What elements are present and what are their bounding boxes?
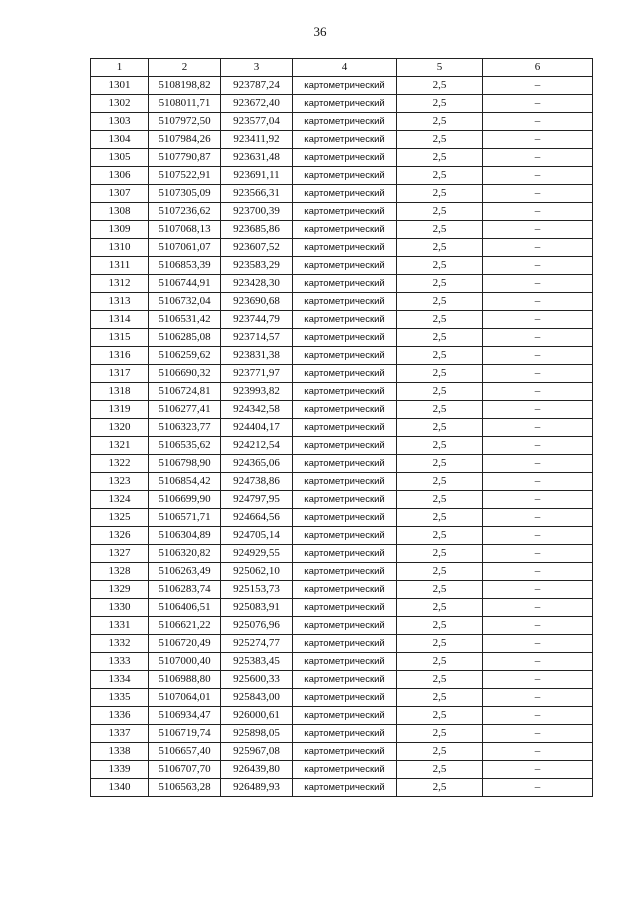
point-number-cell: 1326 [91,527,149,545]
method-cell: картометрический [293,437,397,455]
note-cell: – [483,743,593,761]
table-row [91,743,593,761]
method-cell: картометрический [293,635,397,653]
x-coordinate-cell: 5106571,71 [149,509,221,527]
method-cell: картометрический [293,113,397,131]
column-header: 1 [91,59,149,77]
method-cell: картометрический [293,671,397,689]
accuracy-cell: 2,5 [397,509,483,527]
point-number-cell: 1340 [91,779,149,797]
point-number-cell: 1338 [91,743,149,761]
y-coordinate-cell: 923577,04 [221,113,293,131]
x-coordinate-cell: 5106853,39 [149,257,221,275]
y-coordinate-cell: 925153,73 [221,581,293,599]
point-number-cell: 1316 [91,347,149,365]
accuracy-cell: 2,5 [397,779,483,797]
x-coordinate-cell: 5107305,09 [149,185,221,203]
x-coordinate-cell: 5107061,07 [149,239,221,257]
method-cell: картометрический [293,545,397,563]
x-coordinate-cell: 5106690,32 [149,365,221,383]
method-cell: картометрический [293,347,397,365]
y-coordinate-cell: 923631,48 [221,149,293,167]
note-cell: – [483,563,593,581]
accuracy-cell: 2,5 [397,527,483,545]
method-cell: картометрический [293,95,397,113]
method-cell: картометрический [293,725,397,743]
table-row [91,365,593,383]
x-coordinate-cell: 5106720,49 [149,635,221,653]
table-row [91,185,593,203]
note-cell: – [483,167,593,185]
point-number-cell: 1312 [91,275,149,293]
point-number-cell: 1330 [91,599,149,617]
x-coordinate-cell: 5107522,91 [149,167,221,185]
table-row [91,383,593,401]
table-row [91,581,593,599]
note-cell: – [483,113,593,131]
y-coordinate-cell: 923428,30 [221,275,293,293]
note-cell: – [483,473,593,491]
table-row [91,437,593,455]
x-coordinate-cell: 5106283,74 [149,581,221,599]
method-cell: картометрический [293,77,397,95]
table-row [91,131,593,149]
table-row [91,167,593,185]
y-coordinate-cell: 923714,57 [221,329,293,347]
x-coordinate-cell: 5106988,80 [149,671,221,689]
point-number-cell: 1323 [91,473,149,491]
accuracy-cell: 2,5 [397,599,483,617]
coordinates-table [90,58,593,797]
x-coordinate-cell: 5106744,91 [149,275,221,293]
table-row [91,761,593,779]
note-cell: – [483,437,593,455]
x-coordinate-cell: 5106259,62 [149,347,221,365]
point-number-cell: 1332 [91,635,149,653]
point-number-cell: 1314 [91,311,149,329]
note-cell: – [483,545,593,563]
point-number-cell: 1301 [91,77,149,95]
point-number-cell: 1307 [91,185,149,203]
y-coordinate-cell: 923672,40 [221,95,293,113]
table-row [91,311,593,329]
point-number-cell: 1317 [91,365,149,383]
table-row [91,347,593,365]
note-cell: – [483,671,593,689]
point-number-cell: 1320 [91,419,149,437]
column-header: 3 [221,59,293,77]
x-coordinate-cell: 5107000,40 [149,653,221,671]
method-cell: картометрический [293,599,397,617]
accuracy-cell: 2,5 [397,707,483,725]
point-number-cell: 1311 [91,257,149,275]
accuracy-cell: 2,5 [397,203,483,221]
table-row [91,545,593,563]
x-coordinate-cell: 5106263,49 [149,563,221,581]
y-coordinate-cell: 923831,38 [221,347,293,365]
y-coordinate-cell: 926000,61 [221,707,293,725]
table-row [91,455,593,473]
note-cell: – [483,329,593,347]
y-coordinate-cell: 925062,10 [221,563,293,581]
x-coordinate-cell: 5106724,81 [149,383,221,401]
accuracy-cell: 2,5 [397,221,483,239]
accuracy-cell: 2,5 [397,455,483,473]
accuracy-cell: 2,5 [397,671,483,689]
point-number-cell: 1333 [91,653,149,671]
note-cell: – [483,617,593,635]
y-coordinate-cell: 926489,93 [221,779,293,797]
method-cell: картометрический [293,455,397,473]
note-cell: – [483,653,593,671]
y-coordinate-cell: 924404,17 [221,419,293,437]
y-coordinate-cell: 923993,82 [221,383,293,401]
y-coordinate-cell: 924212,54 [221,437,293,455]
y-coordinate-cell: 924664,56 [221,509,293,527]
method-cell: картометрический [293,383,397,401]
table-row [91,257,593,275]
point-number-cell: 1328 [91,563,149,581]
table-row [91,419,593,437]
method-cell: картометрический [293,167,397,185]
x-coordinate-cell: 5106732,04 [149,293,221,311]
method-cell: картометрический [293,653,397,671]
y-coordinate-cell: 924705,14 [221,527,293,545]
x-coordinate-cell: 5106699,90 [149,491,221,509]
accuracy-cell: 2,5 [397,635,483,653]
point-number-cell: 1319 [91,401,149,419]
table-row [91,635,593,653]
accuracy-cell: 2,5 [397,185,483,203]
x-coordinate-cell: 5106323,77 [149,419,221,437]
accuracy-cell: 2,5 [397,563,483,581]
x-coordinate-cell: 5106854,42 [149,473,221,491]
point-number-cell: 1329 [91,581,149,599]
point-number-cell: 1336 [91,707,149,725]
x-coordinate-cell: 5107984,26 [149,131,221,149]
y-coordinate-cell: 925274,77 [221,635,293,653]
x-coordinate-cell: 5106277,41 [149,401,221,419]
table-row [91,617,593,635]
note-cell: – [483,689,593,707]
point-number-cell: 1313 [91,293,149,311]
x-coordinate-cell: 5106535,62 [149,437,221,455]
point-number-cell: 1315 [91,329,149,347]
table-row [91,293,593,311]
y-coordinate-cell: 925600,33 [221,671,293,689]
y-coordinate-cell: 924738,86 [221,473,293,491]
method-cell: картометрический [293,239,397,257]
y-coordinate-cell: 925383,45 [221,653,293,671]
note-cell: – [483,221,593,239]
y-coordinate-cell: 923700,39 [221,203,293,221]
table-row [91,689,593,707]
accuracy-cell: 2,5 [397,653,483,671]
table-row [91,77,593,95]
note-cell: – [483,203,593,221]
note-cell: – [483,419,593,437]
x-coordinate-cell: 5106531,42 [149,311,221,329]
method-cell: картометрический [293,617,397,635]
accuracy-cell: 2,5 [397,383,483,401]
method-cell: картометрический [293,689,397,707]
table-row [91,491,593,509]
y-coordinate-cell: 925843,00 [221,689,293,707]
method-cell: картометрический [293,761,397,779]
point-number-cell: 1306 [91,167,149,185]
method-cell: картометрический [293,257,397,275]
y-coordinate-cell: 923411,92 [221,131,293,149]
table-row [91,509,593,527]
accuracy-cell: 2,5 [397,239,483,257]
x-coordinate-cell: 5107790,87 [149,149,221,167]
accuracy-cell: 2,5 [397,167,483,185]
note-cell: – [483,311,593,329]
table-row [91,149,593,167]
y-coordinate-cell: 925967,08 [221,743,293,761]
point-number-cell: 1308 [91,203,149,221]
x-coordinate-cell: 5108011,71 [149,95,221,113]
point-number-cell: 1327 [91,545,149,563]
note-cell: – [483,383,593,401]
method-cell: картометрический [293,509,397,527]
accuracy-cell: 2,5 [397,149,483,167]
point-number-cell: 1339 [91,761,149,779]
point-number-cell: 1303 [91,113,149,131]
column-header: 6 [483,59,593,77]
column-header: 5 [397,59,483,77]
page-number: 36 [313,24,327,39]
table-body [91,59,593,797]
x-coordinate-cell: 5106406,51 [149,599,221,617]
note-cell: – [483,509,593,527]
x-coordinate-cell: 5106320,82 [149,545,221,563]
table-row [91,113,593,131]
method-cell: картометрический [293,491,397,509]
table-header-row [91,59,593,77]
point-number-cell: 1324 [91,491,149,509]
method-cell: картометрический [293,401,397,419]
accuracy-cell: 2,5 [397,617,483,635]
point-number-cell: 1309 [91,221,149,239]
note-cell: – [483,581,593,599]
note-cell: – [483,599,593,617]
x-coordinate-cell: 5106657,40 [149,743,221,761]
table-row [91,563,593,581]
note-cell: – [483,401,593,419]
table-row [91,401,593,419]
point-number-cell: 1337 [91,725,149,743]
table-row [91,779,593,797]
accuracy-cell: 2,5 [397,293,483,311]
note-cell: – [483,257,593,275]
note-cell: – [483,185,593,203]
accuracy-cell: 2,5 [397,761,483,779]
y-coordinate-cell: 923787,24 [221,77,293,95]
accuracy-cell: 2,5 [397,95,483,113]
x-coordinate-cell: 5106563,28 [149,779,221,797]
x-coordinate-cell: 5106798,90 [149,455,221,473]
accuracy-cell: 2,5 [397,401,483,419]
accuracy-cell: 2,5 [397,581,483,599]
note-cell: – [483,275,593,293]
x-coordinate-cell: 5108198,82 [149,77,221,95]
note-cell: – [483,761,593,779]
x-coordinate-cell: 5106707,70 [149,761,221,779]
y-coordinate-cell: 925898,05 [221,725,293,743]
x-coordinate-cell: 5107972,50 [149,113,221,131]
method-cell: картометрический [293,581,397,599]
method-cell: картометрический [293,131,397,149]
method-cell: картометрический [293,275,397,293]
point-number-cell: 1325 [91,509,149,527]
x-coordinate-cell: 5106285,08 [149,329,221,347]
table-row [91,239,593,257]
note-cell: – [483,95,593,113]
method-cell: картометрический [293,563,397,581]
x-coordinate-cell: 5106934,47 [149,707,221,725]
note-cell: – [483,707,593,725]
y-coordinate-cell: 923607,52 [221,239,293,257]
accuracy-cell: 2,5 [397,473,483,491]
y-coordinate-cell: 923583,29 [221,257,293,275]
method-cell: картометрический [293,743,397,761]
accuracy-cell: 2,5 [397,725,483,743]
accuracy-cell: 2,5 [397,131,483,149]
column-header: 2 [149,59,221,77]
note-cell: – [483,527,593,545]
y-coordinate-cell: 923744,79 [221,311,293,329]
y-coordinate-cell: 924797,95 [221,491,293,509]
method-cell: картометрический [293,779,397,797]
accuracy-cell: 2,5 [397,329,483,347]
method-cell: картометрический [293,203,397,221]
point-number-cell: 1331 [91,617,149,635]
y-coordinate-cell: 923685,86 [221,221,293,239]
table-row [91,329,593,347]
note-cell: – [483,491,593,509]
method-cell: картометрический [293,149,397,167]
method-cell: картометрический [293,185,397,203]
note-cell: – [483,293,593,311]
note-cell: – [483,365,593,383]
note-cell: – [483,635,593,653]
accuracy-cell: 2,5 [397,365,483,383]
note-cell: – [483,149,593,167]
method-cell: картометрический [293,329,397,347]
x-coordinate-cell: 5106719,74 [149,725,221,743]
y-coordinate-cell: 924342,58 [221,401,293,419]
table-row [91,221,593,239]
accuracy-cell: 2,5 [397,347,483,365]
y-coordinate-cell: 923771,97 [221,365,293,383]
y-coordinate-cell: 923566,31 [221,185,293,203]
method-cell: картометрический [293,527,397,545]
table-row [91,599,593,617]
x-coordinate-cell: 5107064,01 [149,689,221,707]
note-cell: – [483,77,593,95]
table-row [91,203,593,221]
point-number-cell: 1321 [91,437,149,455]
accuracy-cell: 2,5 [397,311,483,329]
note-cell: – [483,131,593,149]
accuracy-cell: 2,5 [397,113,483,131]
y-coordinate-cell: 924929,55 [221,545,293,563]
method-cell: картометрический [293,707,397,725]
y-coordinate-cell: 923690,68 [221,293,293,311]
note-cell: – [483,725,593,743]
method-cell: картометрический [293,419,397,437]
x-coordinate-cell: 5106621,22 [149,617,221,635]
accuracy-cell: 2,5 [397,257,483,275]
note-cell: – [483,779,593,797]
table-row [91,725,593,743]
point-number-cell: 1335 [91,689,149,707]
method-cell: картометрический [293,473,397,491]
x-coordinate-cell: 5107068,13 [149,221,221,239]
accuracy-cell: 2,5 [397,491,483,509]
x-coordinate-cell: 5106304,89 [149,527,221,545]
table-row [91,707,593,725]
method-cell: картометрический [293,311,397,329]
table-row [91,473,593,491]
point-number-cell: 1305 [91,149,149,167]
point-number-cell: 1318 [91,383,149,401]
table-row [91,275,593,293]
method-cell: картометрический [293,221,397,239]
table-row [91,95,593,113]
y-coordinate-cell: 924365,06 [221,455,293,473]
y-coordinate-cell: 925076,96 [221,617,293,635]
y-coordinate-cell: 925083,91 [221,599,293,617]
point-number-cell: 1334 [91,671,149,689]
note-cell: – [483,455,593,473]
accuracy-cell: 2,5 [397,689,483,707]
point-number-cell: 1322 [91,455,149,473]
y-coordinate-cell: 926439,80 [221,761,293,779]
accuracy-cell: 2,5 [397,437,483,455]
table-row [91,527,593,545]
note-cell: – [483,347,593,365]
accuracy-cell: 2,5 [397,275,483,293]
accuracy-cell: 2,5 [397,77,483,95]
point-number-cell: 1310 [91,239,149,257]
accuracy-cell: 2,5 [397,419,483,437]
point-number-cell: 1302 [91,95,149,113]
method-cell: картометрический [293,293,397,311]
point-number-cell: 1304 [91,131,149,149]
accuracy-cell: 2,5 [397,545,483,563]
note-cell: – [483,239,593,257]
table-row [91,653,593,671]
method-cell: картометрический [293,365,397,383]
table-row [91,671,593,689]
accuracy-cell: 2,5 [397,743,483,761]
column-header: 4 [293,59,397,77]
x-coordinate-cell: 5107236,62 [149,203,221,221]
y-coordinate-cell: 923691,11 [221,167,293,185]
